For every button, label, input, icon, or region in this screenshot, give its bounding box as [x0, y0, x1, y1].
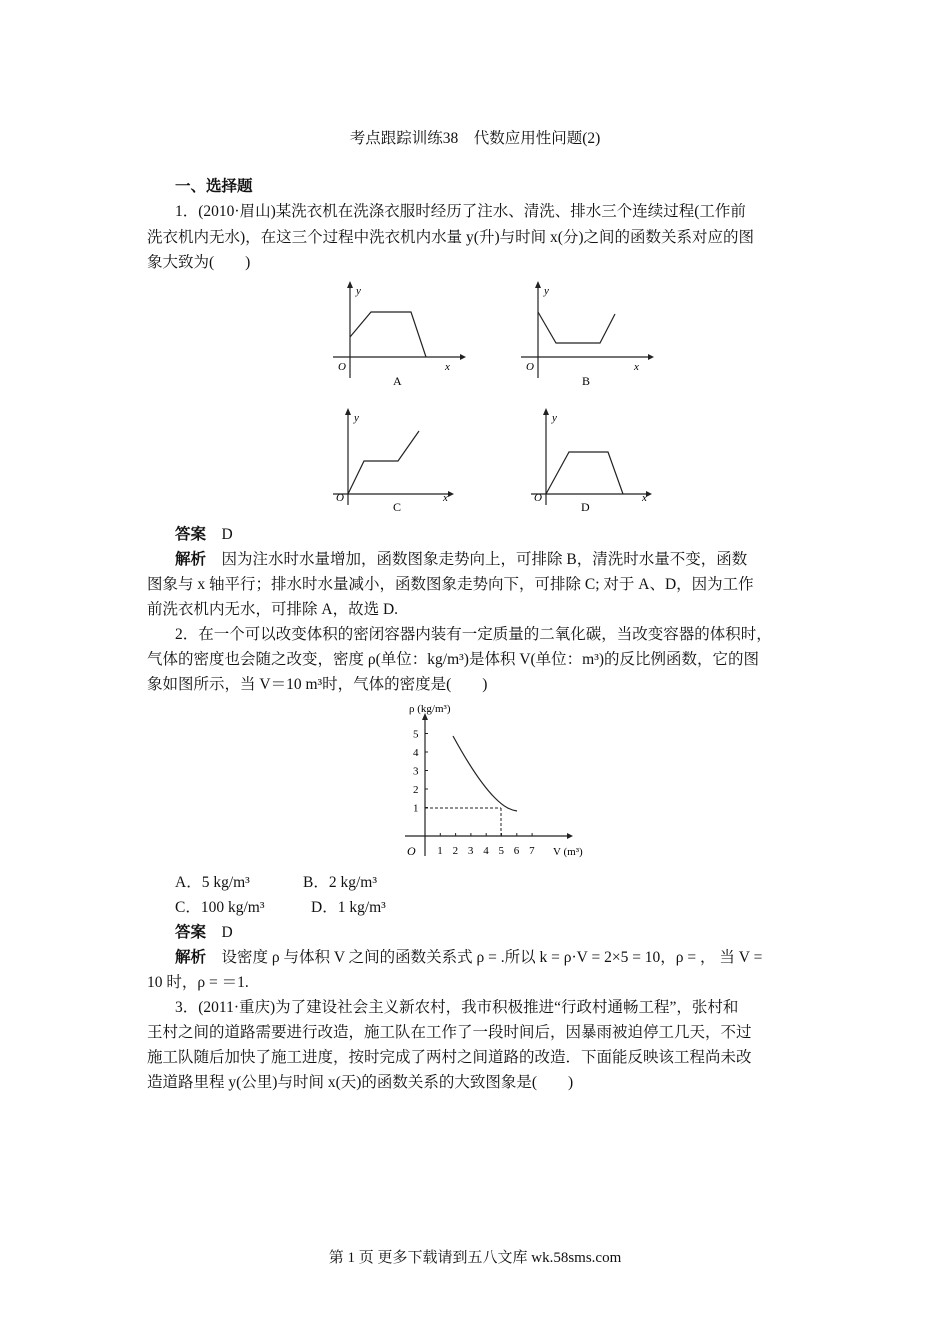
density-x-label: V (m³) — [553, 846, 583, 858]
density-ytick-label: 2 — [413, 784, 419, 796]
q1-line2: 洗衣机内无水)，在这三个过程中洗衣机内水量 y(升)与时间 x(分)之间的函数关系对应的图 — [147, 229, 755, 246]
density-graph — [395, 698, 595, 873]
graph-a-x-label: x — [445, 361, 450, 373]
graph-d-x-label: x — [642, 492, 647, 504]
q1-analysis-text1: 因为注水时水量增加，函数图象走势向上，可排除 B，清洗时水量不变，函数 — [221, 551, 748, 568]
density-curve — [453, 736, 517, 811]
graph-c — [328, 405, 468, 522]
density-xtick-label: 4 — [483, 845, 489, 857]
q2-analysis-line2: 10 时，ρ = ＝1. — [147, 974, 249, 991]
density-xtick-label: 6 — [513, 845, 520, 857]
density-ytick-label: 3 — [413, 765, 419, 778]
graph-a-caption: A — [393, 374, 402, 388]
density-xtick-label: 1 — [437, 845, 443, 857]
q3-line1: 3．(2011·重庆)为了建设社会主义新农村，我市积极推进“行政村通畅工程”，张村和 — [175, 999, 739, 1016]
page-title: 考点跟踪训练38 代数应用性问题(2) — [349, 130, 601, 147]
graph-b — [518, 278, 658, 395]
graph-a-y-label: y — [356, 285, 361, 297]
page-footer: 第 1 页 更多下载请到五八文库 wk.58sms.com — [328, 1250, 622, 1266]
q1-line3: 象大致为( ) — [147, 254, 251, 271]
q1-analysis-line2: 图象与 x 轴平行；排水时水量减小，函数图象走势向下，可排除 C; 对于 A、D，因为工作 — [147, 576, 754, 593]
graph-a-origin: O — [338, 361, 346, 373]
graph-c-x-label: x — [443, 492, 448, 504]
density-xtick-label: 2 — [452, 845, 459, 857]
density-xtick-label: 3 — [467, 845, 474, 857]
graph-b-y-label: y — [544, 285, 549, 297]
density-ytick-label: 4 — [413, 747, 419, 759]
q2-line3: 象如图所示，当 V＝10 m³时，气体的密度是( ) — [147, 676, 488, 693]
q2-analysis-text1: 设密度 ρ 与体积 V 之间的函数关系式 ρ = .所以 k = ρ·V = 2×5 = 10，ρ = ， 当 V = — [221, 949, 763, 966]
q3-line4: 造道路里程 y(公里)与时间 x(天)的函数关系的大致图象是( ) — [147, 1074, 574, 1091]
graph-c-origin: O — [336, 492, 344, 504]
q2-option-a: A．5 kg/m³ — [175, 874, 250, 891]
graph-d-origin: O — [534, 492, 542, 504]
q2-option-d: D．1 kg/m³ — [311, 899, 386, 916]
q3-line3: 施工队随后加快了施工进度，按时完成了两村之间道路的改造．下面能反映该工程尚未改 — [147, 1049, 752, 1066]
graph-d — [528, 405, 668, 522]
q1-answer-label: 答案 — [175, 526, 207, 543]
q1-analysis-line3: 前洗衣机内无水，可排除 A，故选 D. — [147, 601, 399, 618]
graph-a — [328, 278, 468, 395]
graph-c-caption: C — [393, 500, 402, 514]
q1-analysis-line1 — [175, 549, 747, 571]
density-origin: O — [407, 844, 416, 858]
q1-line1: 1．(2010·眉山)某洗衣机在洗涤衣服时经历了注水、清洗、排水三个连续过程(工作前 — [175, 203, 746, 220]
q2-answer — [175, 922, 233, 944]
q2-answer-label: 答案 — [175, 924, 207, 941]
graph-b-x-label: x — [634, 361, 639, 373]
graph-c-y-label: y — [354, 412, 359, 424]
q2-analysis-label: 解析 — [175, 949, 207, 966]
density-y-label: ρ (kg/m³) — [409, 703, 451, 715]
density-xtick-label: 7 — [529, 845, 535, 857]
q1-answer-value: D — [221, 526, 233, 543]
graph-d-caption: D — [581, 500, 590, 514]
q3-line2: 王村之间的道路需要进行改造，施工队在工作了一段时间后，因暴雨被迫停工几天，不过 — [147, 1024, 752, 1041]
q2-option-b: B．2 kg/m³ — [303, 874, 377, 891]
density-ytick-label: 1 — [413, 802, 419, 815]
q1-analysis-label: 解析 — [175, 551, 207, 568]
graph-d-y-label: y — [552, 412, 557, 424]
q1-answer — [175, 524, 233, 546]
density-xtick-label: 5 — [498, 845, 504, 857]
q2-analysis-line1 — [175, 947, 762, 969]
q2-line2: 气体的密度也会随之改变，密度 ρ(单位：kg/m³)是体积 V(单位：m³)的反比例函数，它的图 — [147, 651, 760, 668]
graph-b-origin: O — [526, 361, 534, 373]
q2-line1: 2．在一个可以改变体积的密闭容器内装有一定质量的二氧化碳，当改变容器的体积时， — [175, 626, 772, 643]
q2-answer-value: D — [221, 924, 233, 941]
section-heading: 一、选择题 — [175, 178, 253, 195]
graph-b-caption: B — [582, 374, 591, 388]
density-ytick-label: 5 — [413, 728, 419, 741]
q2-option-c: C．100 kg/m³ — [175, 899, 265, 916]
